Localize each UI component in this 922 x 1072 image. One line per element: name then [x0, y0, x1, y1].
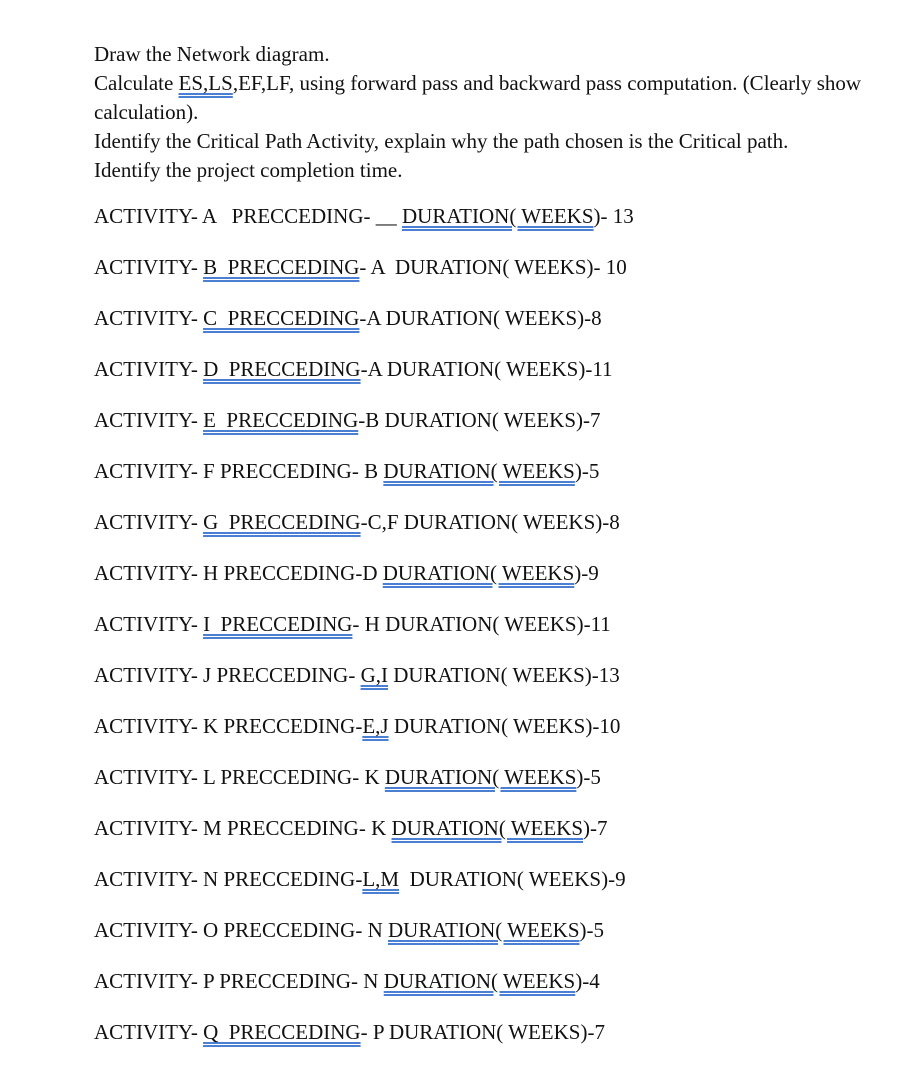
activity-text: )-4: [575, 969, 600, 993]
activity-text: )-7: [583, 816, 608, 840]
activity-text: ACTIVITY-: [94, 1020, 204, 1044]
activity-row: [94, 1021, 922, 1072]
activity-text: ACTIVITY-: [94, 255, 204, 279]
proofing-underline: DURATION( WEEKS: [402, 204, 594, 228]
proofing-underline: DURATION( WEEKS: [384, 765, 577, 789]
proofing-underline: DURATION( WEEKS: [391, 816, 584, 840]
activity-text: ACTIVITY-: [94, 612, 204, 636]
activity-row: [94, 205, 922, 256]
document-body: [94, 40, 922, 1072]
activity-row: [94, 613, 922, 664]
activity-text: -B DURATION( WEEKS)-7: [358, 408, 601, 432]
activity-text: ACTIVITY- P PRECCEDING- N: [94, 969, 384, 993]
activity-text: -A DURATION( WEEKS)-8: [359, 306, 602, 330]
activity-text: ACTIVITY-: [94, 510, 204, 534]
proofing-underline: DURATION( WEEKS: [382, 561, 575, 585]
instruction-line: Identify the Critical Path Activity, explain why the path chosen is the Critical path.: [94, 129, 789, 153]
activity-text: ACTIVITY- F PRECCEDING- B: [94, 459, 384, 483]
activity-text: ACTIVITY-: [94, 408, 204, 432]
activity-row: [94, 307, 922, 358]
proofing-underline: C PRECCEDING: [203, 306, 360, 330]
activity-row: [94, 358, 922, 409]
activity-text: ACTIVITY-: [94, 357, 204, 381]
activity-text: ACTIVITY- N PRECCEDING-: [94, 867, 363, 891]
activity-text: )-5: [574, 459, 600, 483]
activity-row: [94, 868, 922, 919]
activity-text: ACTIVITY- L PRECCEDING- K: [94, 765, 385, 789]
proofing-underline: DURATION( WEEKS: [383, 969, 576, 993]
instruction-line: calculation).: [94, 100, 199, 124]
activity-row: [94, 715, 922, 766]
activity-text: DURATION( WEEKS)-9: [399, 867, 626, 891]
proofing-underline: G,I: [360, 663, 388, 687]
instructions-block: [94, 40, 922, 185]
proofing-underline: E,J: [362, 714, 389, 738]
activity-row: [94, 511, 922, 562]
activity-text: )-5: [579, 918, 604, 942]
proofing-underline: DURATION( WEEKS: [387, 918, 580, 942]
instruction-line: Draw the Network diagram.: [94, 42, 330, 66]
activity-row: [94, 562, 922, 613]
activity-text: ACTIVITY- M PRECCEDING- K: [94, 816, 392, 840]
activity-row: [94, 817, 922, 868]
activity-text: ACTIVITY- O PRECCEDING- N: [94, 918, 388, 942]
proofing-underline: DURATION( WEEKS: [383, 459, 575, 483]
proofing-underline: I PRECCEDING: [203, 612, 353, 636]
activity-row: [94, 664, 922, 715]
activity-row: [94, 409, 922, 460]
proofing-underline: E PRECCEDING: [203, 408, 359, 432]
activity-text: -C,F DURATION( WEEKS)-8: [360, 510, 620, 534]
activity-text: DURATION( WEEKS)-10: [388, 714, 621, 738]
activity-text: ACTIVITY-: [94, 306, 204, 330]
activity-text: ACTIVITY- H PRECCEDING-D: [94, 561, 383, 585]
activity-text: -A DURATION( WEEKS)-11: [360, 357, 613, 381]
activity-text: ACTIVITY- A PRECCEDING- __: [94, 204, 402, 228]
activity-list: [94, 205, 922, 1072]
proofing-underline: Q PRECCEDING: [203, 1020, 361, 1044]
activity-text: - A DURATION( WEEKS)- 10: [359, 255, 627, 279]
activity-text: )-9: [574, 561, 599, 585]
activity-text: DURATION( WEEKS)-13: [388, 663, 620, 687]
activity-text: ACTIVITY- K PRECCEDING-: [94, 714, 363, 738]
proofing-underline: D PRECCEDING: [203, 357, 361, 381]
activity-row: [94, 460, 922, 511]
proofing-underline: ES,LS: [178, 71, 233, 95]
activity-row: [94, 919, 922, 970]
proofing-underline: G PRECCEDING: [203, 510, 361, 534]
activity-row: [94, 766, 922, 817]
activity-text: )-5: [576, 765, 601, 789]
instruction-line: Identify the project completion time.: [94, 158, 403, 182]
activity-text: - H DURATION( WEEKS)-11: [352, 612, 611, 636]
activity-text: )- 13: [593, 204, 634, 228]
activity-text: ACTIVITY- J PRECCEDING-: [94, 663, 361, 687]
instruction-line: Calculate ES,LS,EF,LF, using forward pass and backward pass computation. (Clearly show: [94, 71, 862, 95]
activity-text: - P DURATION( WEEKS)-7: [360, 1020, 605, 1044]
proofing-underline: L,M: [362, 867, 400, 891]
activity-row: [94, 970, 922, 1021]
proofing-underline: B PRECCEDING: [203, 255, 360, 279]
activity-row: [94, 256, 922, 307]
